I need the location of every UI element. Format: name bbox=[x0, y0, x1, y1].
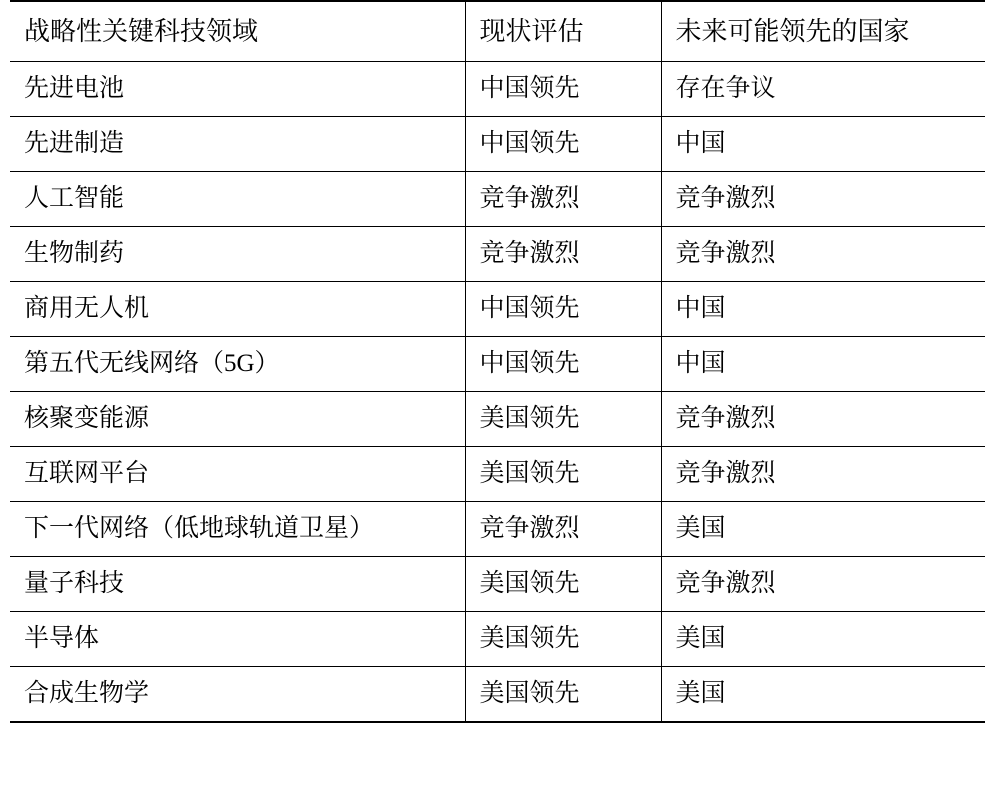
table-row bbox=[10, 502, 985, 557]
cell-future: 竞争激烈 bbox=[661, 227, 985, 282]
table-row bbox=[10, 337, 985, 392]
table-row bbox=[10, 667, 985, 723]
table-row bbox=[10, 557, 985, 612]
cell-status: 竞争激烈 bbox=[465, 502, 661, 557]
cell-status: 竞争激烈 bbox=[465, 172, 661, 227]
cell-status: 美国领先 bbox=[465, 667, 661, 723]
table-row bbox=[10, 447, 985, 502]
strategic-technology-table bbox=[10, 0, 985, 723]
cell-domain: 商用无人机 bbox=[10, 282, 465, 337]
cell-domain: 人工智能 bbox=[10, 172, 465, 227]
column-header-domain: 战略性关键科技领域 bbox=[10, 1, 465, 62]
column-header-future: 未来可能领先的国家 bbox=[661, 1, 985, 62]
cell-future: 竞争激烈 bbox=[661, 557, 985, 612]
table-row bbox=[10, 392, 985, 447]
table-row bbox=[10, 62, 985, 117]
table-row bbox=[10, 117, 985, 172]
cell-domain: 核聚变能源 bbox=[10, 392, 465, 447]
cell-status: 美国领先 bbox=[465, 392, 661, 447]
cell-status: 美国领先 bbox=[465, 557, 661, 612]
cell-domain: 生物制药 bbox=[10, 227, 465, 282]
cell-future: 中国 bbox=[661, 117, 985, 172]
cell-domain: 先进制造 bbox=[10, 117, 465, 172]
cell-domain: 合成生物学 bbox=[10, 667, 465, 723]
cell-domain: 量子科技 bbox=[10, 557, 465, 612]
cell-future: 美国 bbox=[661, 667, 985, 723]
cell-status: 美国领先 bbox=[465, 612, 661, 667]
table-row bbox=[10, 172, 985, 227]
cell-domain: 半导体 bbox=[10, 612, 465, 667]
cell-status: 中国领先 bbox=[465, 282, 661, 337]
cell-future: 存在争议 bbox=[661, 62, 985, 117]
table-header-row bbox=[10, 1, 985, 62]
cell-status: 中国领先 bbox=[465, 337, 661, 392]
cell-future: 美国 bbox=[661, 502, 985, 557]
table-row bbox=[10, 227, 985, 282]
cell-future: 美国 bbox=[661, 612, 985, 667]
cell-status: 中国领先 bbox=[465, 62, 661, 117]
cell-domain: 第五代无线网络（5G） bbox=[10, 337, 465, 392]
cell-future: 竞争激烈 bbox=[661, 172, 985, 227]
cell-status: 中国领先 bbox=[465, 117, 661, 172]
cell-domain: 下一代网络（低地球轨道卫星） bbox=[10, 502, 465, 557]
table-row bbox=[10, 282, 985, 337]
cell-status: 美国领先 bbox=[465, 447, 661, 502]
cell-domain: 先进电池 bbox=[10, 62, 465, 117]
table-body bbox=[10, 62, 985, 723]
cell-domain: 互联网平台 bbox=[10, 447, 465, 502]
cell-future: 竞争激烈 bbox=[661, 392, 985, 447]
cell-future: 竞争激烈 bbox=[661, 447, 985, 502]
table-row bbox=[10, 612, 985, 667]
table-header bbox=[10, 1, 985, 62]
column-header-status: 现状评估 bbox=[465, 1, 661, 62]
cell-future: 中国 bbox=[661, 282, 985, 337]
cell-status: 竞争激烈 bbox=[465, 227, 661, 282]
cell-future: 中国 bbox=[661, 337, 985, 392]
